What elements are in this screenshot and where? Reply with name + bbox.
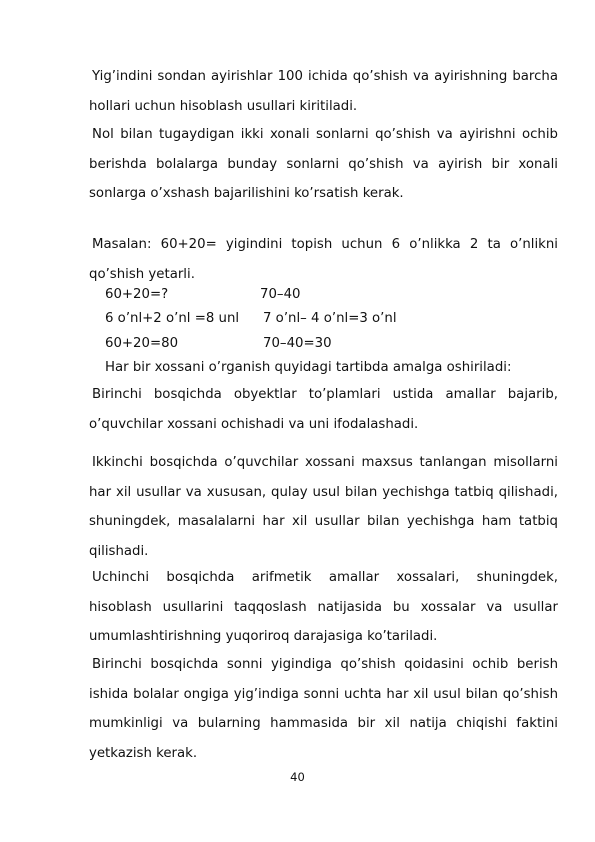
paragraph-3: Masalan: 60+20= yigindini topish uchun 6 o’nlikka 2 ta o’nlikni qo’shish yetarli. [89, 237, 558, 282]
paragraph-1: Yig’indini sondan ayirishlar 100 ichida qo’shish va ayirishning barcha hollari uchun hisoblash usullari kiritiladi. [89, 69, 558, 114]
example-left-line-1: 60+20=? [105, 287, 169, 302]
example-right-line-2: 7 o’nl– 4 o’nl=3 o’nl [263, 311, 397, 326]
order-intro: Har bir xossani o’rganish quyidagi tartibda amalga oshiriladi: [105, 360, 512, 375]
example-right-line-3: 70–40=30 [263, 336, 332, 351]
example-left-line-3: 60+20=80 [105, 336, 179, 351]
stage-4: Birinchi bosqichda sonni yigindiga qo’shish qoidasini ochib berish ishida bolalar ongiga yig’indiga sonni uchta har xil usul bilan qo’shish mumkinligi va bularning hammasida bir xil natija chiqishi faktini yetkazish kerak. [89, 657, 558, 761]
stage-3: Uchinchi bosqichda arifmetik amallar xossalari, shuningdek, hisoblash usullarini taqqoslash natijasida bu xossalar va usullar umumlashtirishning yuqoriroq darajasiga ko’tariladi. [89, 570, 558, 644]
paragraph-2: Nol bilan tugaydigan ikki xonali sonlarni qo’shish va ayirishni ochib berishda bolalarga bunday sonlarni qo’shish va ayirish bir xonali sonlarga o’xshash bajarilishini ko’rsatish kerak. [89, 127, 558, 201]
page-number: 40 [290, 770, 305, 784]
example-right-line-1: 70–40 [260, 287, 301, 302]
stage-1: Birinchi bosqichda obyektlar to’plamlari ustida amallar bajarib, o’quvchilar xossani ochishadi va uni ifodalashadi. [89, 387, 558, 432]
stage-2: Ikkinchi bosqichda o’quvchilar xossani maxsus tanlangan misollarni har xil usullar va xususan, qulay usul bilan yechishga tatbiq qilishadi, shuningdek, masalalarni har xil usullar bilan yechishga ham tatbiq qilishadi. [89, 455, 558, 559]
example-left-line-2: 6 o’nl+2 o’nl =8 unl [105, 311, 240, 326]
